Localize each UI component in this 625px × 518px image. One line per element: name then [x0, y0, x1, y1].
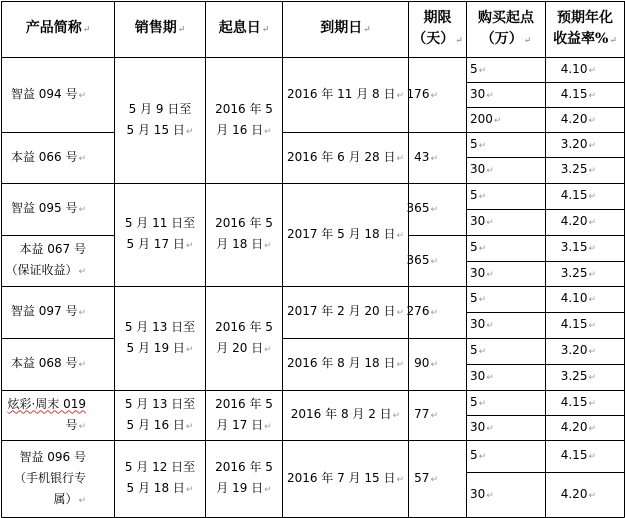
term-days-text: 77: [414, 407, 430, 421]
product-name-text: 智益 097 号: [10, 304, 78, 318]
paragraph-mark-icon: ↵: [78, 153, 86, 164]
min-purchase-value: [467, 473, 545, 517]
header-maturity: [283, 2, 408, 57]
term-days-text: 90: [414, 356, 430, 370]
term-days: [406, 236, 466, 286]
maturity-date-text: 2016 年 11 月 8 日: [286, 86, 396, 101]
expected-rate-value-text: 3.20: [560, 136, 588, 151]
paragraph-mark-icon: ↵: [392, 411, 401, 421]
product-name-text: 本益 066 号: [10, 149, 78, 164]
min-purchase-value-text: 5: [470, 188, 478, 202]
min-purchase-value-text: 5: [470, 448, 478, 462]
expected-rate-value: [546, 391, 624, 415]
min-purchase-value: [467, 365, 545, 390]
product-name: [2, 236, 114, 286]
expected-rate-value-text: 3.25: [560, 369, 588, 383]
header-sale-period: [115, 2, 205, 57]
paragraph-mark-icon: ↵: [396, 360, 405, 370]
product-name-text: 智益 096 号: [19, 449, 86, 464]
value-date-text: 月 18 日: [216, 237, 264, 251]
min-purchase-value-text: 5: [470, 240, 478, 254]
min-purchase-value: [467, 158, 545, 183]
min-purchase-value-text: 30: [470, 369, 486, 383]
min-purchase-value: [467, 262, 545, 286]
expected-rate-value-text: 4.15: [560, 317, 588, 331]
maturity-date: [283, 184, 408, 286]
paragraph-mark-icon: ↵: [588, 90, 596, 101]
product-name: [2, 441, 114, 517]
sale-period: [115, 391, 205, 440]
value-date-text: 月 20 日: [216, 340, 264, 355]
sale-period-text: 5 月 13 日至: [124, 319, 196, 334]
paragraph-mark-icon: ↵: [478, 452, 487, 462]
expected-rate-value-text: 4.20: [560, 419, 588, 434]
paragraph-mark-icon: ↵: [78, 421, 86, 432]
paragraph-mark-icon: ↵: [264, 126, 272, 137]
paragraph-mark-icon: ↵: [588, 452, 596, 462]
min-purchase-value: [467, 58, 545, 82]
paragraph-mark-icon: ↵: [264, 344, 272, 355]
header-term-text: 期限: [423, 9, 452, 26]
paragraph-mark-icon: ↵: [261, 25, 270, 35]
term-days-text: 43: [414, 149, 430, 164]
expected-rate-value-text: 4.15: [560, 86, 588, 101]
min-purchase-value: [467, 108, 545, 132]
min-purchase-value-text: 5: [470, 61, 478, 76]
min-purchase-value-text: 5: [470, 343, 478, 357]
header-maturity-text: 到期日: [320, 20, 363, 36]
expected-rate-value: [546, 416, 624, 440]
min-purchase-value-text: 30: [470, 86, 486, 101]
sale-period-text: 5 月 12 日至: [124, 460, 196, 474]
value-date-text: 2016 年 5: [215, 460, 273, 474]
product-name: [2, 58, 114, 132]
header-value-date-text: 起息日: [218, 20, 261, 36]
value-date-text: 2016 年 5: [215, 101, 273, 116]
value-date-text: 2016 年 5: [215, 396, 273, 411]
paragraph-mark-icon: ↵: [185, 344, 194, 355]
min-purchase-value: [467, 287, 545, 312]
paragraph-mark-icon: ↵: [396, 308, 405, 318]
min-purchase-value-text: 30: [470, 265, 486, 280]
maturity-date-text: 2016 年 8 月 18 日: [286, 356, 396, 370]
paragraph-mark-icon: ↵: [455, 35, 463, 46]
product-name: [2, 287, 114, 338]
header-product: [2, 2, 114, 57]
min-purchase-value: [467, 83, 545, 107]
paragraph-mark-icon: ↵: [588, 373, 596, 383]
maturity-date: [283, 391, 408, 440]
paragraph-mark-icon: ↵: [588, 269, 596, 280]
min-purchase-value-text: 30: [470, 162, 486, 176]
paragraph-mark-icon: ↵: [430, 90, 438, 101]
expected-rate-value-text: 3.20: [560, 343, 588, 357]
maturity-date-text: 2016 年 6 月 28 日: [286, 149, 396, 164]
paragraph-mark-icon: ↵: [430, 474, 438, 485]
value-date: [206, 287, 282, 390]
paragraph-mark-icon: ↵: [185, 485, 194, 495]
term-days: [406, 184, 466, 235]
min-purchase-value: [467, 184, 545, 209]
paragraph-mark-icon: ↵: [588, 244, 596, 254]
min-purchase-value: [467, 236, 545, 261]
sale-period-text: 5 月 15 日: [126, 122, 185, 137]
paragraph-mark-icon: ↵: [588, 140, 596, 151]
header-term-text: （天）: [412, 30, 455, 47]
value-date: [206, 391, 282, 440]
expected-rate-value: [546, 236, 624, 261]
min-purchase-value-text: 5: [470, 394, 478, 409]
paragraph-mark-icon: ↵: [78, 360, 86, 370]
term-days-text: 365: [406, 201, 430, 215]
expected-rate-value-text: 4.20: [560, 111, 588, 126]
value-date: [206, 58, 282, 183]
min-purchase-value: [467, 391, 545, 415]
term-days: [409, 133, 466, 183]
product-name-text: 智益 095 号: [10, 201, 78, 215]
value-date-text: 月 19 日: [216, 481, 264, 495]
min-purchase-value: [467, 416, 545, 440]
paragraph-mark-icon: ↵: [486, 166, 494, 176]
paragraph-mark-icon: ↵: [486, 218, 494, 228]
paragraph-mark-icon: ↵: [478, 140, 487, 151]
maturity-date: [283, 339, 408, 390]
expected-rate-value-text: 3.15: [560, 240, 588, 254]
paragraph-mark-icon: ↵: [588, 65, 596, 76]
maturity-date-text: 2017 年 2 月 20 日: [286, 304, 396, 318]
sale-period: [115, 441, 205, 517]
product-name-text: 本益 067 号: [19, 242, 86, 256]
paragraph-mark-icon: ↵: [78, 267, 86, 277]
term-days-text: 365: [406, 252, 430, 267]
sale-period-text: 5 月 18 日: [126, 481, 185, 495]
product-name-text: 号: [65, 417, 78, 432]
expected-rate-value: [546, 133, 624, 157]
maturity-date: [283, 441, 408, 517]
product-name-text: 智益 094 号: [10, 86, 78, 101]
paragraph-mark-icon: ↵: [430, 360, 438, 370]
paragraph-mark-icon: ↵: [363, 25, 371, 35]
paragraph-mark-icon: ↵: [486, 90, 494, 101]
paragraph-mark-icon: ↵: [588, 166, 596, 176]
paragraph-mark-icon: ↵: [396, 153, 405, 164]
paragraph-mark-icon: ↵: [430, 308, 438, 318]
value-date: [206, 184, 282, 286]
min-purchase-value: [467, 133, 545, 157]
paragraph-mark-icon: ↵: [78, 495, 86, 506]
header-expected-rate: [546, 2, 624, 57]
term-days: [409, 391, 466, 440]
min-purchase-value-text: 30: [470, 317, 486, 331]
expected-rate-value-text: 4.10: [560, 61, 588, 76]
product-name: [2, 339, 114, 390]
paragraph-mark-icon: ↵: [264, 485, 272, 495]
expected-rate-value: [546, 210, 624, 235]
paragraph-mark-icon: ↵: [493, 115, 502, 126]
paragraph-mark-icon: ↵: [588, 490, 596, 501]
min-purchase-value-text: 5: [470, 291, 478, 305]
expected-rate-value: [546, 158, 624, 183]
maturity-date: [283, 58, 408, 132]
paragraph-mark-icon: ↵: [588, 398, 596, 409]
sale-period: [115, 287, 205, 390]
expected-rate-value: [546, 262, 624, 286]
header-term: [409, 2, 466, 57]
paragraph-mark-icon: ↵: [185, 421, 194, 432]
expected-rate-value: [546, 365, 624, 390]
paragraph-mark-icon: ↵: [478, 192, 487, 202]
sale-period-text: 5 月 11 日至: [124, 216, 196, 230]
product-name: [2, 184, 114, 235]
paragraph-mark-icon: ↵: [486, 321, 494, 331]
value-date-text: 2016 年 5: [215, 216, 273, 230]
expected-rate-value: [546, 108, 624, 132]
expected-rate-value-text: 4.20: [560, 486, 588, 501]
paragraph-mark-icon: ↵: [396, 230, 405, 241]
paragraph-mark-icon: ↵: [430, 256, 438, 267]
product-name-text: 属）: [53, 491, 78, 506]
expected-rate-value-text: 4.15: [560, 394, 588, 409]
expected-rate-value: [546, 58, 624, 82]
paragraph-mark-icon: ↵: [588, 218, 596, 228]
term-days: [409, 339, 466, 390]
paragraph-mark-icon: ↵: [588, 423, 596, 434]
header-min-purchase-text: （万）: [480, 30, 523, 47]
maturity-date: [283, 287, 408, 338]
min-purchase-value: [467, 313, 545, 338]
product-name-text: （保证收益）: [5, 263, 78, 277]
paragraph-mark-icon: ↵: [82, 25, 91, 35]
term-days-text: 57: [414, 470, 430, 485]
paragraph-mark-icon: ↵: [78, 308, 86, 318]
value-date: [206, 441, 282, 517]
paragraph-mark-icon: ↵: [478, 244, 487, 254]
paragraph-mark-icon: ↵: [588, 115, 596, 126]
paragraph-mark-icon: ↵: [264, 241, 272, 251]
paragraph-mark-icon: ↵: [478, 398, 487, 409]
sale-period-text: 5 月 17 日: [126, 237, 185, 251]
paragraph-mark-icon: ↵: [478, 295, 487, 305]
paragraph-mark-icon: ↵: [478, 347, 487, 357]
sale-period-text: 5 月 13 日至: [124, 396, 196, 411]
min-purchase-value-text: 30: [470, 214, 486, 228]
header-expected-rate-text: 预期年化: [557, 9, 613, 26]
paragraph-mark-icon: ↵: [486, 373, 494, 383]
paragraph-mark-icon: ↵: [588, 347, 596, 357]
min-purchase-value-text: 5: [470, 136, 478, 151]
maturity-date-text: 2016 年 8 月 2 日: [290, 407, 392, 421]
header-value-date: [206, 2, 282, 57]
sale-period: [115, 184, 205, 286]
term-days-text: 276: [406, 304, 430, 318]
header-min-purchase: [467, 2, 545, 57]
expected-rate-value: [546, 339, 624, 364]
min-purchase-value: [467, 441, 545, 472]
paragraph-mark-icon: ↵: [177, 25, 186, 35]
product-name: [2, 391, 114, 440]
expected-rate-value-text: 3.25: [560, 162, 588, 176]
sale-period-text: 5 月 16 日: [126, 417, 185, 432]
expected-rate-value: [546, 287, 624, 312]
paragraph-mark-icon: ↵: [588, 192, 596, 202]
expected-rate-value-text: 4.20: [560, 214, 588, 228]
paragraph-mark-icon: ↵: [264, 421, 272, 432]
header-product-text: 产品简称: [25, 20, 82, 36]
expected-rate-value: [546, 184, 624, 209]
term-days: [406, 58, 466, 132]
product-name-text: （手机银行专: [13, 470, 86, 485]
value-date-text: 月 16 日: [216, 122, 264, 137]
paragraph-mark-icon: ↵: [396, 90, 405, 101]
header-min-purchase-text: 购买起点: [478, 9, 534, 26]
value-date-text: 月 17 日: [216, 417, 264, 432]
product-name-text: 炫彩·周末 019: [7, 396, 86, 411]
paragraph-mark-icon: ↵: [185, 241, 194, 251]
min-purchase-value: [467, 339, 545, 364]
expected-rate-value: [546, 441, 624, 472]
sale-period: [115, 58, 205, 183]
min-purchase-value-text: 200: [470, 111, 493, 126]
min-purchase-value-text: 30: [470, 486, 486, 501]
sale-period-text: 5 月 9 日至: [128, 101, 192, 116]
paragraph-mark-icon: ↵: [430, 153, 438, 164]
paragraph-mark-icon: ↵: [430, 205, 438, 215]
expected-rate-value-text: 4.15: [560, 188, 588, 202]
header-sale-period-text: 销售期: [134, 20, 177, 36]
expected-rate-value-text: 3.25: [560, 265, 588, 280]
term-days: [409, 441, 466, 517]
expected-rate-value-text: 4.10: [560, 291, 588, 305]
header-expected-rate-text: 收益率%: [553, 30, 609, 47]
paragraph-mark-icon: ↵: [486, 269, 494, 280]
expected-rate-value: [546, 83, 624, 107]
maturity-date-text: 2016 年 7 月 15 日: [286, 470, 396, 485]
sale-period-text: 5 月 19 日: [126, 340, 185, 355]
paragraph-mark-icon: ↵: [185, 126, 194, 137]
paragraph-mark-icon: ↵: [396, 474, 405, 485]
paragraph-mark-icon: ↵: [588, 321, 596, 331]
product-name: [2, 133, 114, 183]
expected-rate-value: [546, 313, 624, 338]
paragraph-mark-icon: ↵: [78, 90, 86, 101]
product-name-text: 本益 068 号: [10, 356, 78, 370]
paragraph-mark-icon: ↵: [609, 35, 617, 46]
maturity-date-text: 2017 年 5 月 18 日: [286, 226, 396, 241]
paragraph-mark-icon: ↵: [486, 423, 494, 434]
paragraph-mark-icon: ↵: [523, 35, 532, 46]
paragraph-mark-icon: ↵: [478, 65, 487, 76]
term-days: [406, 287, 466, 338]
term-days-text: 176: [406, 86, 430, 101]
expected-rate-value: [546, 473, 624, 517]
min-purchase-value: [467, 210, 545, 235]
expected-rate-value-text: 4.15: [560, 448, 588, 462]
value-date-text: 2016 年 5: [215, 319, 273, 334]
paragraph-mark-icon: ↵: [78, 205, 86, 215]
min-purchase-value-text: 30: [470, 419, 486, 434]
paragraph-mark-icon: ↵: [588, 295, 596, 305]
maturity-date: [283, 133, 408, 183]
paragraph-mark-icon: ↵: [486, 490, 494, 501]
paragraph-mark-icon: ↵: [430, 411, 438, 421]
